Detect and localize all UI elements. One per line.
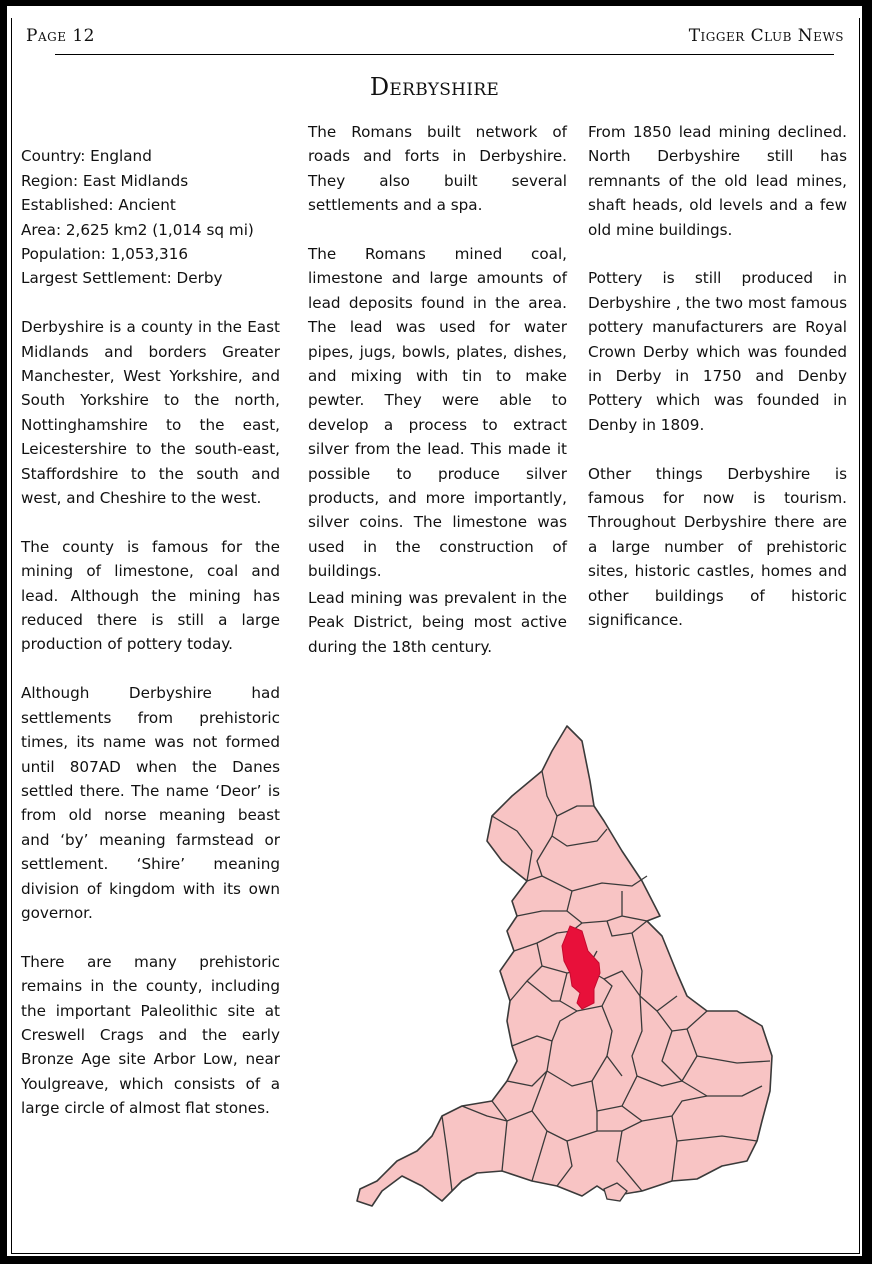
paragraph-lead-mining: Lead mining was prevalent in the Peak District, being most active during the 18th century. xyxy=(308,588,567,656)
fact-established: Established: Ancient xyxy=(21,196,176,215)
paragraph-decline: From 1850 lead mining declined. North Derbyshire still has remnants of the old lead mines, shaft heads, old levels and a few old mine buildings. xyxy=(588,123,847,239)
fact-country: Country: England xyxy=(21,147,152,166)
paragraph-borders: Derbyshire is a county in the East Midlands and borders Greater Manchester, West Yorkshire, and South Yorkshire to the north, Nottinghamshire to the east, Leicestershire to the south-east, Staffordshire to the south and west, and Cheshire to the west. xyxy=(21,318,280,508)
fact-largest-settlement: Largest Settlement: Derby xyxy=(21,269,223,288)
column-3 xyxy=(588,120,847,657)
article-title: Derbyshire xyxy=(369,73,500,101)
england-county-map xyxy=(342,711,792,1216)
column-1 xyxy=(21,120,280,1145)
paragraph-mining: The county is famous for the mining of limestone, coal and lead. Although the mining has reduced there is still a large production of pottery today. xyxy=(21,537,280,654)
fact-region: Region: East Midlands xyxy=(21,171,189,190)
paragraph-romans-mining: The Romans mined coal, limestone and large amounts of lead deposits found in the area. The lead was used for water pipes, jugs, bowls, plates, dishes, and mixing with tin to make pewter. They were able to develop a process to extract silver from the lead. This made it possible to produce silver products, and more importantly, silver coins. The limestone was used in the construction of buildings. xyxy=(308,245,567,581)
newsletter-name: Tigger Club News xyxy=(688,26,844,46)
england-map-graphic xyxy=(342,711,792,1216)
fact-area: Area: 2,625 km2 (1,014 sq mi) xyxy=(21,220,254,239)
header-divider xyxy=(55,54,834,55)
paragraph-name-origin: Although Derbyshire had settlements from prehistoric times, its name was not formed until 807AD when the Danes settled there. The name ‘Deor’ is from old norse meaning beast and ‘by’ meaning farmstead or settlement. ‘Shire’ meaning division of kingdom with its own governor. xyxy=(21,684,280,922)
paragraph-pottery: Pottery is still produced in Derbyshire , the two most famous pottery manufacturers are Royal Crown Derby which was founded in Derby in 1750 and Denby Pottery which was founded in Denby in 1809. xyxy=(588,269,847,434)
newsletter-page xyxy=(7,6,862,1256)
paragraph-romans-roads: The Romans built network of roads and forts in Derbyshire. They also built several settlements and a spa. xyxy=(308,123,567,215)
column-2 xyxy=(308,120,567,683)
paragraph-prehistoric: There are many prehistoric remains in the county, including the important Paleolithic site at Creswell Crags and the early Bronze Age site Arbor Low, near Youlgreave, which consists of a large circle of almost flat stones. xyxy=(21,952,280,1118)
fact-population: Population: 1,053,316 xyxy=(21,245,189,264)
page-number: Page 12 xyxy=(26,26,95,46)
paragraph-tourism: Other things Derbyshire is famous for now is tourism. Throughout Derbyshire there are a large number of prehistoric sites, historic castles, homes and other buildings of historic significance. xyxy=(588,464,847,630)
england-outline xyxy=(357,726,772,1206)
